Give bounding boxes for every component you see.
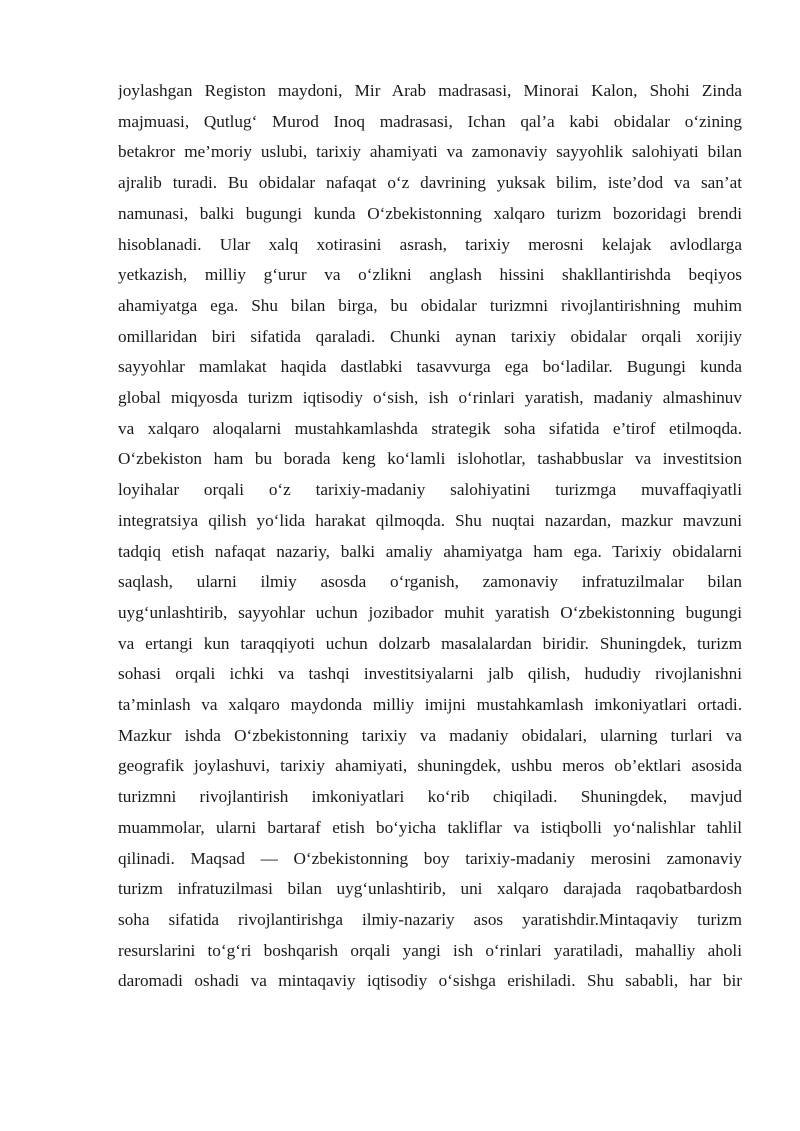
text-line: majmuasi, Qutlug‘ Murod Inoq madrasasi, Ichan qal’a kabi obidalar o‘zining bbox=[118, 111, 742, 131]
text-line: daromadi oshadi va mintaqaviy iqtisodiy o‘sishga erishiladi. Shu sababli, har bir bbox=[118, 971, 742, 991]
text-line: va xalqaro aloqalarni mustahkamlashda strategik soha sifatida e’tirof etilmoqda. bbox=[118, 418, 742, 438]
text-line: namunasi, balki bugungi kunda O‘zbekistonning xalqaro turizm bozoridagi brendi bbox=[118, 203, 742, 223]
text-line: saqlash, ularni ilmiy asosda o‘rganish, zamonaviy infratuzilmalar bilan bbox=[118, 572, 742, 592]
text-line: muammolar, ularni bartaraf etish bo‘yicha takliflar va istiqbolli yo‘nalishlar tahlil bbox=[118, 817, 742, 837]
text-line: omillaridan biri sifatida qaraladi. Chunki aynan tarixiy obidalar orqali xorijiy bbox=[118, 326, 742, 346]
text-line: joylashgan Registon maydoni, Mir Arab madrasasi, Minorai Kalon, Shohi Zinda bbox=[118, 81, 742, 100]
text-line: geografik joylashuvi, tarixiy ahamiyati, shuningdek, ushbu meros ob’ektlari asosida bbox=[118, 756, 742, 776]
text-line: O‘zbekiston ham bu borada keng ko‘lamli islohotlar, tashabbuslar va investitsion bbox=[118, 449, 742, 469]
text-line: turizm infratuzilmasi bilan uyg‘unlashtirib, uni xalqaro darajada raqobatbardosh bbox=[118, 879, 742, 899]
text-line: integratsiya qilish yo‘lida harakat qilmoqda. Shu nuqtai nazardan, mazkur mavzuni bbox=[118, 510, 742, 530]
text-line: ajralib turadi. Bu obidalar nafaqat o‘z davrining yuksak bilim, iste’dod va san’at bbox=[118, 173, 742, 193]
text-line: hisoblanadi. Ular xalq xotirasini asrash, tarixiy merosni kelajak avlodlarga bbox=[118, 234, 742, 254]
text-line: Mazkur ishda O‘zbekistonning tarixiy va madaniy obidalari, ularning turlari va bbox=[118, 725, 742, 745]
text-line: uyg‘unlashtirib, sayyohlar uchun jozibador muhit yaratish O‘zbekistonning bugungi bbox=[118, 602, 742, 622]
text-line: ta’minlash va xalqaro maydonda milliy imijni mustahkamlash imkoniyatlari ortadi. bbox=[118, 695, 742, 715]
text-line: turizmni rivojlantirish imkoniyatlari ko‘rib chiqiladi. Shuningdek, mavjud bbox=[118, 787, 742, 807]
body-paragraph bbox=[118, 76, 742, 997]
text-line: betakror me’moriy uslubi, tarixiy ahamiyati va zamonaviy sayyohlik salohiyati bilan bbox=[118, 142, 742, 162]
text-line: resurslarini to‘g‘ri boshqarish orqali yangi ish o‘rinlari yaratiladi, mahalliy aholi bbox=[118, 940, 742, 960]
text-line: global miqyosda turizm iqtisodiy o‘sish, ish o‘rinlari yaratish, madaniy almashinuv bbox=[118, 388, 742, 408]
text-line: ahamiyatga ega. Shu bilan birga, bu obidalar turizmni rivojlantirishning muhim bbox=[118, 295, 742, 315]
text-line: sayyohlar mamlakat haqida dastlabki tasavvurga ega bo‘ladilar. Bugungi kunda bbox=[118, 357, 742, 377]
text-line: sohasi orqali ichki va tashqi investitsiyalarni jalb qilish, hududiy rivojlanishni bbox=[118, 664, 742, 684]
text-line: qilinadi. Maqsad — O‘zbekistonning boy tarixiy-madaniy merosini zamonaviy bbox=[118, 848, 742, 868]
text-line: va ertangi kun taraqqiyoti uchun dolzarb masalalardan biridir. Shuningdek, turizm bbox=[118, 633, 742, 653]
text-line: yetkazish, milliy g‘urur va o‘zlikni anglash hissini shakllantirishda beqiyos bbox=[118, 265, 742, 285]
text-line: loyihalar orqali o‘z tarixiy-madaniy salohiyatini turizmga muvaffaqiyatli bbox=[118, 480, 742, 500]
text-line: soha sifatida rivojlantirishga ilmiy-nazariy asos yaratishdir.Mintaqaviy turizm bbox=[118, 909, 742, 929]
text-line: tadqiq etish nafaqat nazariy, balki amaliy ahamiyatga ham ega. Tarixiy obidalarni bbox=[118, 541, 742, 561]
